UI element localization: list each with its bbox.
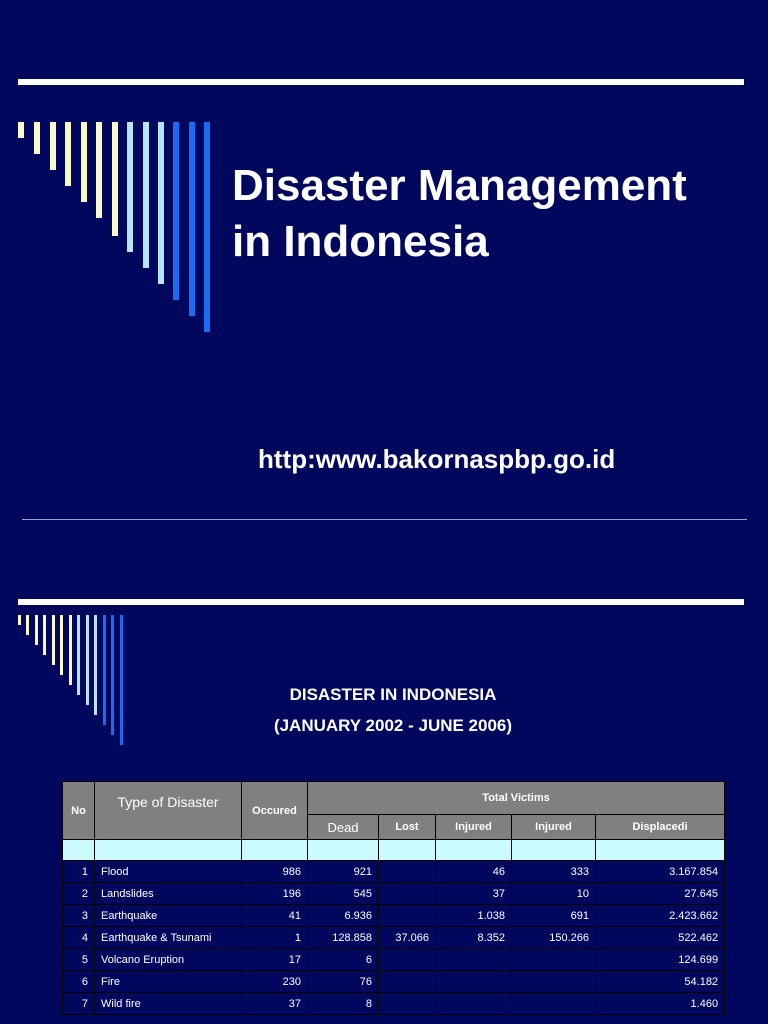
cell-lost xyxy=(379,971,436,993)
cell-injured2: 10 xyxy=(512,883,596,905)
decor-bar xyxy=(69,615,72,685)
table-body xyxy=(63,840,725,1015)
title-line-1: Disaster Management xyxy=(232,161,687,210)
cell-type: Earthquake xyxy=(95,905,242,927)
decor-bar xyxy=(35,615,38,645)
cell-no: 1 xyxy=(63,861,95,883)
cell-lost xyxy=(379,883,436,905)
table-row xyxy=(63,861,725,883)
cell-displaced: 3.167.854 xyxy=(596,861,725,883)
cell-dead: 6.936 xyxy=(308,905,379,927)
table-row xyxy=(63,971,725,993)
cell-injured2 xyxy=(512,949,596,971)
table-row xyxy=(63,993,725,1015)
cell-no: 7 xyxy=(63,993,95,1015)
cell-injured1: 8.352 xyxy=(436,927,512,949)
cell-displaced: 522.462 xyxy=(596,927,725,949)
cell-lost xyxy=(379,949,436,971)
table-heading-line-2: (JANUARY 2002 - JUNE 2006) xyxy=(273,716,513,735)
cell-injured1: 37 xyxy=(436,883,512,905)
cell-dead: 128.858 xyxy=(308,927,379,949)
header-injured: Injured xyxy=(512,815,596,840)
cell-type: Volcano Eruption xyxy=(95,949,242,971)
website-link[interactable]: http:www.bakornaspbp.go.id xyxy=(258,444,616,474)
decor-bar xyxy=(81,122,87,202)
cell-dead: 76 xyxy=(308,971,379,993)
cell-dead: 6 xyxy=(308,949,379,971)
cell-injured2 xyxy=(512,971,596,993)
header-occured: Occured xyxy=(242,782,308,840)
cell-injured1: 1.038 xyxy=(436,905,512,927)
header-displaced: Displacedi xyxy=(596,815,725,840)
cell-occured: 41 xyxy=(242,905,308,927)
cell-injured2: 333 xyxy=(512,861,596,883)
cell-type: Landslides xyxy=(95,883,242,905)
decor-bar xyxy=(127,122,133,252)
cell-occured: 986 xyxy=(242,861,308,883)
cell-lost xyxy=(379,905,436,927)
decor-bar xyxy=(18,122,24,138)
cell-no: 4 xyxy=(63,927,95,949)
cell-injured2: 691 xyxy=(512,905,596,927)
cell-type: Wild fire xyxy=(95,993,242,1015)
decor-bar xyxy=(77,615,80,695)
decor-bar xyxy=(34,122,40,154)
cell-lost xyxy=(379,993,436,1015)
cell-dead: 921 xyxy=(308,861,379,883)
cell-lost: 37.066 xyxy=(379,927,436,949)
cell-no: 5 xyxy=(63,949,95,971)
decor-bar xyxy=(103,615,106,725)
cell-displaced: 1.460 xyxy=(596,993,725,1015)
header-injured: Injured xyxy=(436,815,512,840)
header-total-victims: Total Victims xyxy=(308,782,725,815)
decor-bar xyxy=(189,122,195,316)
title-line-2: in Indonesia xyxy=(232,217,489,266)
cell-occured: 196 xyxy=(242,883,308,905)
decor-bar xyxy=(52,615,55,665)
decor-bar xyxy=(43,615,46,655)
table-heading-line-1: DISASTER IN INDONESIA xyxy=(289,685,497,704)
cell-occured: 17 xyxy=(242,949,308,971)
cell-displaced: 124.699 xyxy=(596,949,725,971)
decor-bar xyxy=(96,122,102,218)
cell-occured: 230 xyxy=(242,971,308,993)
decor-bar xyxy=(65,122,71,186)
cell-injured1 xyxy=(436,949,512,971)
disaster-table xyxy=(62,781,725,1015)
cell-injured1: 46 xyxy=(436,861,512,883)
decor-bar xyxy=(112,122,118,236)
decor-bar xyxy=(18,615,21,625)
cell-type: Fire xyxy=(95,971,242,993)
cell-dead: 8 xyxy=(308,993,379,1015)
table-row xyxy=(63,883,725,905)
header-type: Type of Disaster xyxy=(95,782,242,840)
table-row xyxy=(63,927,725,949)
slide-title xyxy=(232,158,752,270)
cell-displaced: 2.423.662 xyxy=(596,905,725,927)
header-dead: Dead xyxy=(308,815,379,840)
decor-bar xyxy=(60,615,63,675)
cell-no: 2 xyxy=(63,883,95,905)
decor-bar xyxy=(50,122,56,170)
cell-injured1 xyxy=(436,993,512,1015)
cell-no: 6 xyxy=(63,971,95,993)
decor-bar xyxy=(158,122,164,284)
cell-occured: 1 xyxy=(242,927,308,949)
cell-injured1 xyxy=(436,971,512,993)
cell-injured2 xyxy=(512,993,596,1015)
cell-displaced: 54.182 xyxy=(596,971,725,993)
cell-displaced: 27.645 xyxy=(596,883,725,905)
decor-bar xyxy=(143,122,149,268)
header-lost: Lost xyxy=(379,815,436,840)
decorative-bars xyxy=(0,0,240,360)
cell-no: 3 xyxy=(63,905,95,927)
decor-bar xyxy=(173,122,179,300)
table-slide xyxy=(0,520,768,1024)
table-row xyxy=(63,905,725,927)
decor-bar xyxy=(26,615,29,635)
cell-type: Flood xyxy=(95,861,242,883)
decor-bar xyxy=(204,122,210,332)
index-row xyxy=(63,840,725,861)
header-no: No xyxy=(63,782,95,840)
cell-occured: 37 xyxy=(242,993,308,1015)
cell-dead: 545 xyxy=(308,883,379,905)
cell-type: Earthquake & Tsunami xyxy=(95,927,242,949)
table-row xyxy=(63,949,725,971)
cell-lost xyxy=(379,861,436,883)
cell-injured2: 150.266 xyxy=(512,927,596,949)
